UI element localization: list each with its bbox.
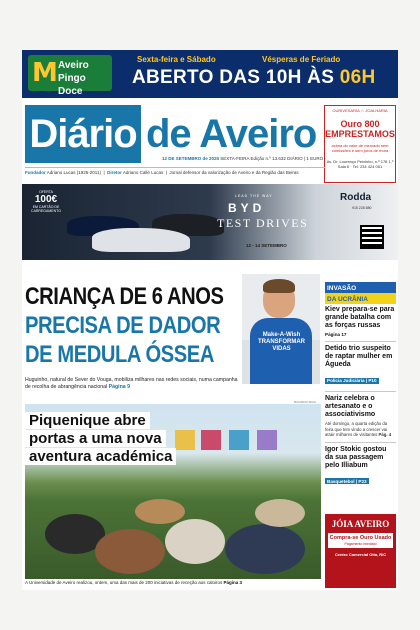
shirt-print: Make-A-Wish TRANSFORMAR VIDAS [258,332,305,352]
photo-caption: A Universidade de Aveiro realizou, ontem, uma das mais de 200 iniciativas de receção aos caloiros Página 3 [25,580,243,585]
joia-aveiro-ad[interactable]: JÓIA AVEIRO Compra-se Ouro Usado Pagamento imediato Centro Comercial Oita, R/C [325,514,396,588]
gold-lending-ad[interactable]: OURIVESARIA ☆ JOALHARIA Ouro 800 EMPRESTAMOS acima do valor de mercado sem comissões e sem juros de mora Av. Dr. Lourenço Peixinho, n.º 178 1.º Sala 6 · Tel. 234 424 051 [324,105,396,183]
ad-days-label: Sexta-feira e Sábado [137,55,216,64]
byd-logo: BYD [228,201,266,215]
lead-headline-line2[interactable]: PRECISA DE DADOR [25,312,221,339]
newspaper-front-page [22,50,398,590]
masthead-title-diario[interactable]: Diário [25,105,141,163]
lead-story-lede: Huguinho, natural de Sever do Vouga, mobiliza milhares nas redes sociais, numa campanha de recolha de abrangência nacional Página 9 [25,377,238,390]
lead-page-ref[interactable]: Página 9 [108,384,130,390]
dateline: 12 DE SETEMBRO de 2025 SEXTA-FEIRA Edição n.º 13.632 DIÁRIO | 1 EURO [162,156,324,161]
masthead-title-aveiro[interactable]: de Aveiro [146,112,317,156]
brief-agueda-section: Polícia Judiciária | P10 [327,378,377,383]
golden-arches-icon: M [32,58,58,88]
brief-stokic-section: Basquetebol | P23 [327,478,367,484]
joia-logo: JÓIA AVEIRO [331,519,390,529]
lead-headline-line1[interactable]: CRIANÇA DE 6 ANOS [25,283,224,310]
brief-stokic-headline[interactable]: Igor Stokic gostou da sua passagem pelo Illiabum [325,445,387,469]
test-drive-dates: 12 - 14 SETEMBRO [246,243,287,248]
photo-credit: RICARDO MAIA [294,400,317,404]
top-ad-banner[interactable] [22,50,398,98]
store-name: Aveiro Pingo Doce [58,60,89,97]
brief-nariz-headline[interactable]: Nariz celebra o artesanato e o associativismo [325,395,376,418]
photo-page-ref[interactable]: Página 3 [223,580,243,585]
ad-opening-hours: ABERTO DAS 10H ÀS 06H [132,67,376,88]
lead-headline-line3[interactable]: DE MEDULA ÓSSEA [25,341,214,368]
brief-kiev-ref[interactable]: Página 17 [325,332,347,337]
rodda-logo: Rodda [340,192,372,203]
gold-ad-headline: Ouro 800 EMPRESTAMOS [325,119,395,139]
brief-nariz-body: Até domingo, a quarta edição da feira que tem vindo a crescer vai atrair milhares de visitantes Pág. 4 [325,421,392,437]
brief-kiev-headline[interactable]: Kiev prepara-se para grande batalha com as forças russas [325,306,395,329]
staff-line: Fundador Adriano Lucas (1925-2011) | Diretor Adriano Callé Lucas | Jornal defensor da valorização de Aveiro e da Região das Beiras [25,167,325,175]
ad-eve-label: Vésperas de Feriado [262,55,341,64]
qr-code-icon[interactable] [360,225,384,249]
ukraine-section-tag: INVASÃO DA UCRÂNIA [325,282,396,304]
dealer-phone: 915 228 880 [352,206,372,210]
mcdonalds-logo [28,55,112,97]
photo-story-headline[interactable]: Piquenique abre portas a uma nova aventura académica [25,412,176,466]
brief-agueda-headline[interactable]: Detido trio suspeito de raptar mulher em Águeda [325,345,393,368]
lead-story-photo [242,274,320,384]
sidebar-briefs [325,282,396,488]
charging-card-offer: OFERTA 100€ EM CARTÃO DE CARREGAMENTO [31,190,61,213]
picnic-photo[interactable] [25,404,321,579]
test-drives-title: TEST DRIVES [217,216,309,230]
white-car-image [92,228,190,252]
byd-test-drive-ad[interactable]: OFERTA 100€ EM CARTÃO DE CARREGAMENTO LEAD THE WAY BYD TEST DRIVES 12 - 14 SETEMBRO Rodda 915 228 880 [22,184,398,260]
